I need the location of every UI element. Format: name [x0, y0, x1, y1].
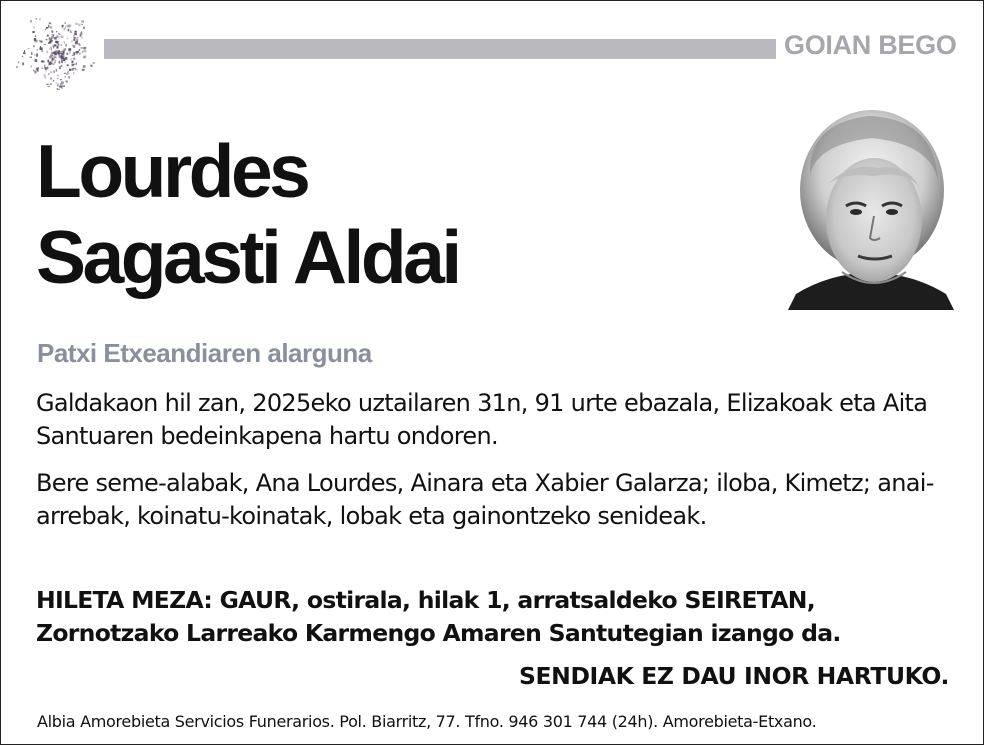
header-title: GOIAN BEGO [784, 30, 957, 60]
deceased-name [36, 128, 459, 300]
portrait-photo [788, 104, 954, 310]
name-last: Sagasti Aldai [36, 215, 459, 299]
header-bar [104, 39, 776, 59]
family-paragraph: Bere seme-alabak, Ana Lourdes, Ainara eta Xabier Galarza; iloba, Kimetz; anai-arrebak, koinatu-koinatak, lobak eta gainontzeko senideak. [36, 469, 934, 530]
no-receiving-notice: SENDIAK EZ DAU INOR HARTUKO. [519, 662, 949, 690]
name-first: Lourdes [36, 129, 308, 213]
death-paragraph: Galdakaon hil zan, 2025eko uztailaren 31n, 91 urte ebazala, Elizakoak eta Aita Santuaren bedeinkapena hartu ondoren. [36, 389, 928, 450]
funeral-home-footer: Albia Amorebieta Servicios Funerarios. Pol. Biarritz, 77. Tfno. 946 301 744 (24h). Amorebieta-Etxano. [37, 712, 817, 731]
funeral-notice: HILETA MEZA: GAUR, ostirala, hilak 1, arratsaldeko SEIRETAN, Zornotzako Larreako Karmengo Amaren Santutegian izango da. [36, 586, 841, 647]
subtitle-widower: Patxi Etxeandiaren alarguna [37, 338, 372, 368]
flower-icon [14, 12, 100, 90]
